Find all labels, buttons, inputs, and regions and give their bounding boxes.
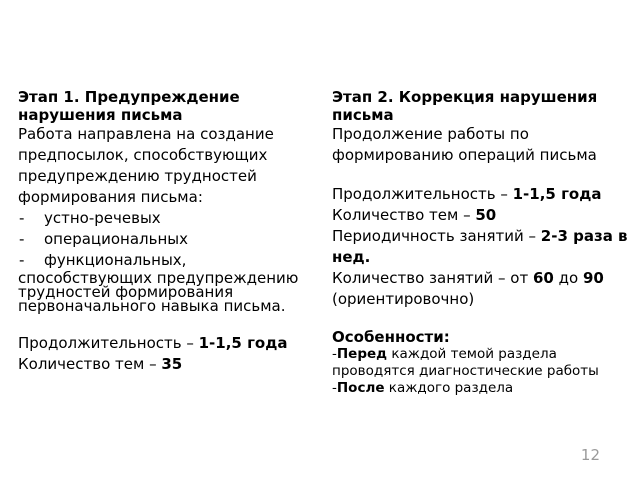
period-value: 2-3 раза в нед.: [332, 227, 628, 266]
feature-item: -После каждого раздела: [332, 380, 514, 396]
stage-1-after-list: способствующих предупреждению трудностей формирования первоначального навыка письма.: [18, 269, 299, 315]
lessons-to: 90: [582, 269, 604, 287]
feature-1-bold: Перед: [336, 346, 388, 362]
duration-value: 1-1,5 года: [198, 334, 288, 352]
lessons-from: 60: [532, 269, 554, 287]
stage-1-duration: [18, 333, 318, 354]
lessons-label: Количество занятий – от: [332, 269, 533, 287]
stage-2-period: [332, 226, 632, 268]
stage-2-duration: [332, 184, 632, 205]
feature-2-bold: После: [336, 380, 385, 396]
duration-value: 1-1,5 года: [512, 185, 602, 203]
stage-2-intro: Продолжение работы по формированию операций письма: [332, 125, 597, 164]
stage-1-column: [18, 88, 318, 375]
list-item: - операциональных: [18, 229, 318, 250]
duration-label: Продолжительность –: [18, 334, 199, 352]
features-heading: Особенности:: [332, 328, 450, 346]
topics-value: 50: [475, 206, 497, 224]
topics-label: Количество тем –: [18, 355, 162, 373]
topics-label: Количество тем –: [332, 206, 476, 224]
stage-2-topics: [332, 205, 632, 226]
stage-1-intro: Работа направлена на создание предпосылок, способствующих предупреждению трудностей формирования письма:: [18, 125, 274, 206]
duration-label: Продолжительность –: [332, 185, 513, 203]
stage-1-list: [18, 208, 318, 271]
lessons-mid: до: [553, 269, 583, 287]
period-label: Периодичность занятий –: [332, 227, 541, 245]
topics-value: 35: [161, 355, 183, 373]
stage-2-lessons-note: (ориентировочно): [332, 290, 475, 308]
stage-2-heading: Этап 2. Коррекция нарушения письма: [332, 88, 598, 124]
list-item: - функциональных,: [18, 250, 318, 271]
stage-2-lessons: [332, 268, 632, 289]
stage-1-topics: [18, 354, 318, 375]
list-item: - устно-речевых: [18, 208, 318, 229]
stage-1-heading: Этап 1. Предупреждение нарушения письма: [18, 88, 240, 124]
stage-2-column: [332, 88, 632, 397]
page-number: 12: [580, 446, 600, 464]
feature-item: -Перед каждой темой раздела проводятся диагностические работы: [332, 346, 599, 379]
feature-1-text: каждой темой раздела проводятся диагностические работы: [332, 346, 599, 379]
feature-2-text: каждого раздела: [384, 380, 514, 396]
